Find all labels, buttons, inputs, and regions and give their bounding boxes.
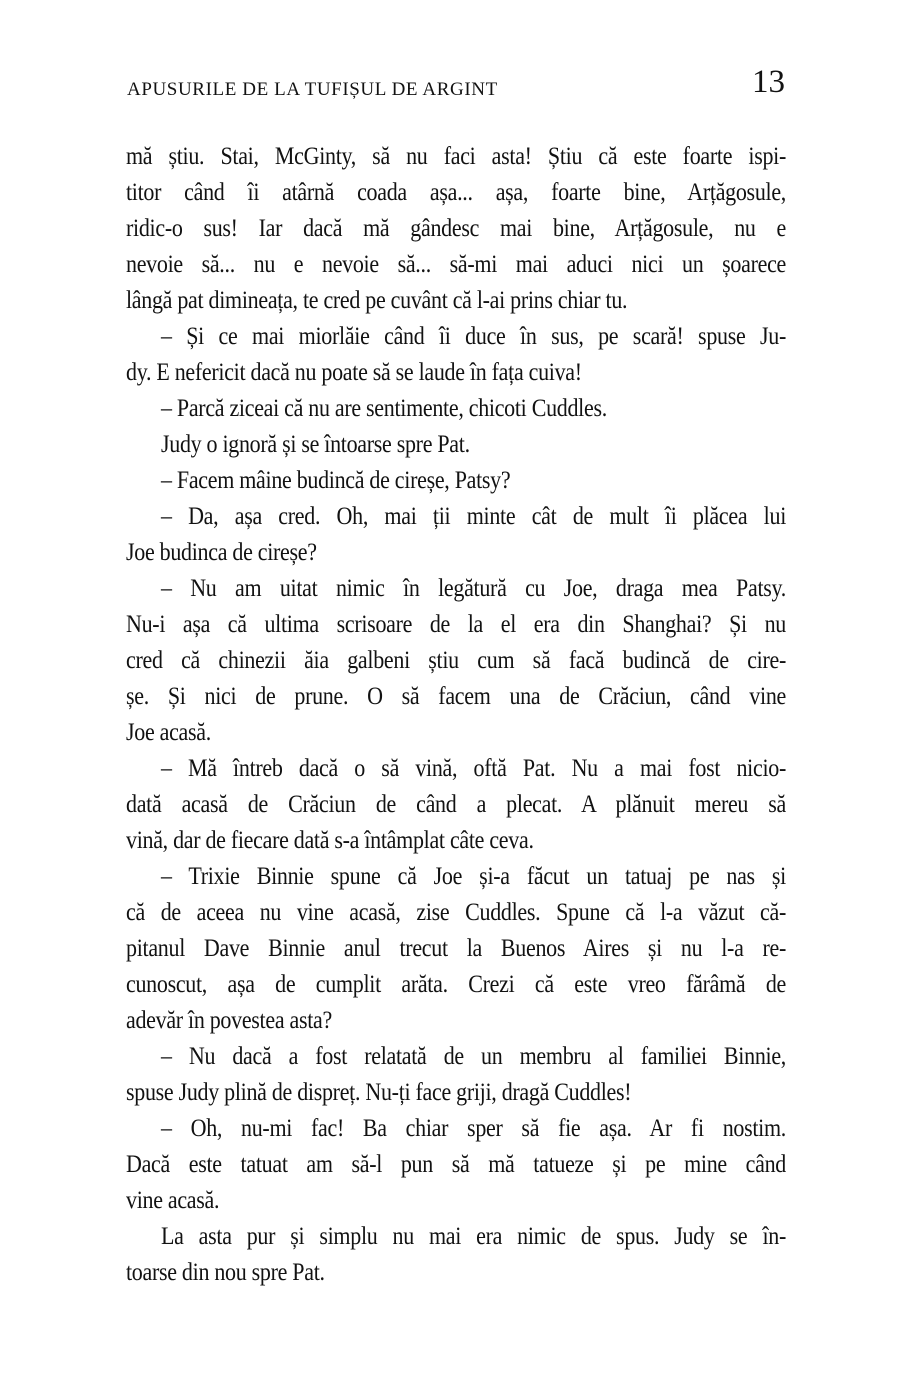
text-line: – Trixie Binnie spune că Joe și-a făcut un tatuaj pe nas și bbox=[161, 861, 786, 890]
text-line: cunoscut, așa de cumplit arăta. Crezi că este vreo fărâmă de bbox=[126, 969, 786, 998]
paragraph bbox=[126, 462, 786, 498]
paragraph bbox=[126, 858, 786, 1038]
text-line: cred că chinezii ăia galbeni știu cum să facă budincă de cire- bbox=[126, 645, 786, 674]
paragraph bbox=[126, 498, 786, 570]
text-line: Judy o ignoră și se întoarse spre Pat. bbox=[161, 429, 470, 458]
text-line: șe. Și nici de prune. O să facem una de Crăciun, când vine bbox=[126, 681, 786, 710]
text-line: dy. E nefericit dacă nu poate să se laude în fața cuiva! bbox=[126, 357, 582, 386]
paragraph bbox=[126, 1110, 786, 1218]
text-line: La asta pur și simplu nu mai era nimic de spus. Judy se în- bbox=[161, 1221, 786, 1250]
paragraph bbox=[126, 1038, 786, 1110]
text-line: vină, dar de fiecare dată s-a întâmplat câte ceva. bbox=[126, 825, 534, 854]
running-title: APUSURILE DE LA TUFIȘUL DE ARGINT bbox=[127, 79, 498, 100]
text-line: nevoie să... nu e nevoie să... să-mi mai aduci nici un șoarece bbox=[126, 249, 786, 278]
text-line: – Parcă ziceai că nu are sentimente, chicoti Cuddles. bbox=[161, 393, 607, 422]
text-line: – Și ce mai miorlăie când îi duce în sus, pe scară! spuse Ju- bbox=[161, 321, 786, 350]
text-line: că de aceea nu vine acasă, zise Cuddles. Spune că l-a văzut că- bbox=[126, 897, 786, 926]
paragraph bbox=[126, 390, 786, 426]
text-line: titor când îi atârnă coada așa... așa, foarte bine, Arțăgosule, bbox=[126, 177, 786, 206]
paragraph bbox=[126, 138, 786, 318]
text-line: – Oh, nu-mi fac! Ba chiar sper să fie așa. Ar fi nostim. bbox=[161, 1113, 786, 1142]
text-line: – Nu dacă a fost relatată de un membru al familiei Binnie, bbox=[161, 1041, 786, 1070]
paragraph bbox=[126, 570, 786, 750]
text-line: – Da, așa cred. Oh, mai ții minte cât de mult îi plăcea lui bbox=[161, 501, 786, 530]
text-line: toarse din nou spre Pat. bbox=[126, 1257, 325, 1286]
text-line: Dacă este tatuat am să-l pun să mă tatueze și pe mine când bbox=[126, 1149, 786, 1178]
paragraph bbox=[126, 318, 786, 390]
text-line: Joe acasă. bbox=[126, 717, 211, 746]
text-line: – Mă întreb dacă o să vină, oftă Pat. Nu a mai fost nicio- bbox=[161, 753, 786, 782]
text-line: ridic-o sus! Iar dacă mă gândesc mai bine, Arțăgosule, nu e bbox=[126, 213, 786, 242]
text-line: Joe budinca de cireșe? bbox=[126, 537, 317, 566]
text-line: vine acasă. bbox=[126, 1185, 220, 1214]
text-line: adevăr în povestea asta? bbox=[126, 1005, 332, 1034]
page-body bbox=[126, 138, 786, 1290]
paragraph bbox=[126, 426, 786, 462]
paragraph bbox=[126, 750, 786, 858]
text-line: pitanul Dave Binnie anul trecut la Buenos Aires și nu l-a re- bbox=[126, 933, 786, 962]
paragraph bbox=[126, 1218, 786, 1290]
text-line: mă știu. Stai, McGinty, să nu faci asta! Știu că este foarte ispi- bbox=[126, 141, 786, 170]
text-line: – Nu am uitat nimic în legătură cu Joe, draga mea Patsy. bbox=[161, 573, 786, 602]
text-line: – Facem mâine budincă de cireșe, Patsy? bbox=[161, 465, 511, 494]
page-number: 13 bbox=[752, 64, 785, 100]
text-line: spuse Judy plină de dispreț. Nu-ți face griji, dragă Cuddles! bbox=[126, 1077, 632, 1106]
text-line: lângă pat dimineața, te cred pe cuvânt că l-ai prins chiar tu. bbox=[126, 285, 628, 314]
text-line: Nu-i așa că ultima scrisoare de la el era din Shanghai? Și nu bbox=[126, 609, 786, 638]
text-line: dată acasă de Crăciun de când a plecat. A plănuit mereu să bbox=[126, 789, 786, 818]
